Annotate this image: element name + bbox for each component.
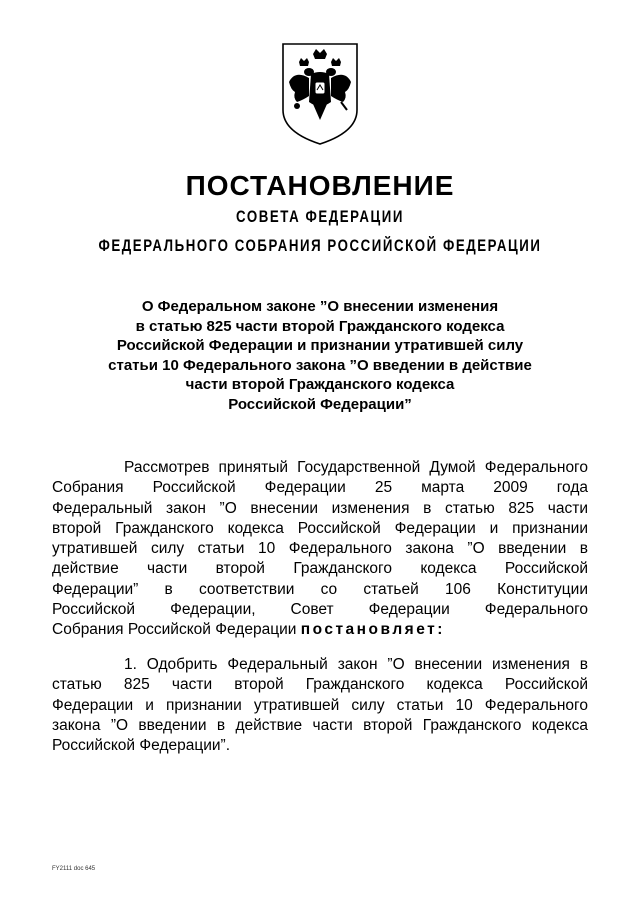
paragraph-line: действие части второй Гражданского кодекса Российской bbox=[52, 560, 588, 578]
paragraph-line: Российской Федерации”. bbox=[52, 737, 231, 755]
document-title: ПОСТАНОВЛЕНИЕ bbox=[185, 170, 455, 201]
paragraph-line: Российской Федерации, Совет Федерации Федерального bbox=[52, 601, 588, 619]
paragraph-item-1 bbox=[52, 655, 588, 756]
paragraph-line: второй Гражданского кодекса Российской Федерации и признании bbox=[52, 519, 588, 537]
document-subtitle-1: СОВЕТА ФЕДЕРАЦИИ bbox=[236, 207, 404, 226]
paragraph-line: закона ”О введении в действие части второй Гражданского кодекса bbox=[52, 716, 588, 734]
paragraph-line: Федеральный закон ”О внесении изменения в статью 825 части bbox=[52, 499, 588, 517]
resolution-keyword: постановляет: bbox=[300, 621, 445, 639]
paragraph-line: утратившей силу статьи 10 Федерального закона ”О введении в bbox=[52, 540, 588, 558]
footer-code: FY2111 doc 645 bbox=[52, 866, 96, 872]
subject-line: Российской Федерации и признании утратившей силу bbox=[116, 337, 524, 354]
paragraph-line: Федерации” в соответствии со статьей 106 Конституции bbox=[52, 580, 588, 598]
paragraph-last-prefix: Собрания Российской Федерации bbox=[52, 621, 301, 639]
paragraph-preamble bbox=[52, 458, 588, 641]
paragraph-line: Собрания Российской Федерации 25 марта 2009 года bbox=[52, 479, 588, 497]
coat-of-arms-icon bbox=[275, 40, 365, 148]
document-subtitle-2: ФЕДЕРАЛЬНОГО СОБРАНИЯ РОССИЙСКОЙ ФЕДЕРАЦИИ bbox=[98, 236, 542, 255]
paragraph-line: 1. Одобрить Федеральный закон ”О внесении изменения в bbox=[124, 656, 588, 673]
subject-line: О Федеральном законе ”О внесении изменения bbox=[141, 298, 499, 315]
subject-line: Российской Федерации” bbox=[228, 395, 412, 413]
subject-line: части второй Гражданского кодекса bbox=[185, 376, 455, 393]
paragraph-line: статью 825 части второй Гражданского кодекса Российской bbox=[52, 676, 588, 694]
paragraph-line: Федерации и признании утратившей силу статьи 10 Федерального bbox=[52, 696, 588, 714]
paragraph-line: Рассмотрев принятый Государственной Думой Федерального bbox=[124, 459, 588, 476]
document-subject bbox=[100, 297, 540, 414]
paragraph-line bbox=[52, 620, 588, 640]
subject-line: в статью 825 части второй Гражданского кодекса bbox=[135, 317, 505, 335]
subject-line: статьи 10 Федерального закона ”О введении в действие bbox=[108, 356, 532, 374]
